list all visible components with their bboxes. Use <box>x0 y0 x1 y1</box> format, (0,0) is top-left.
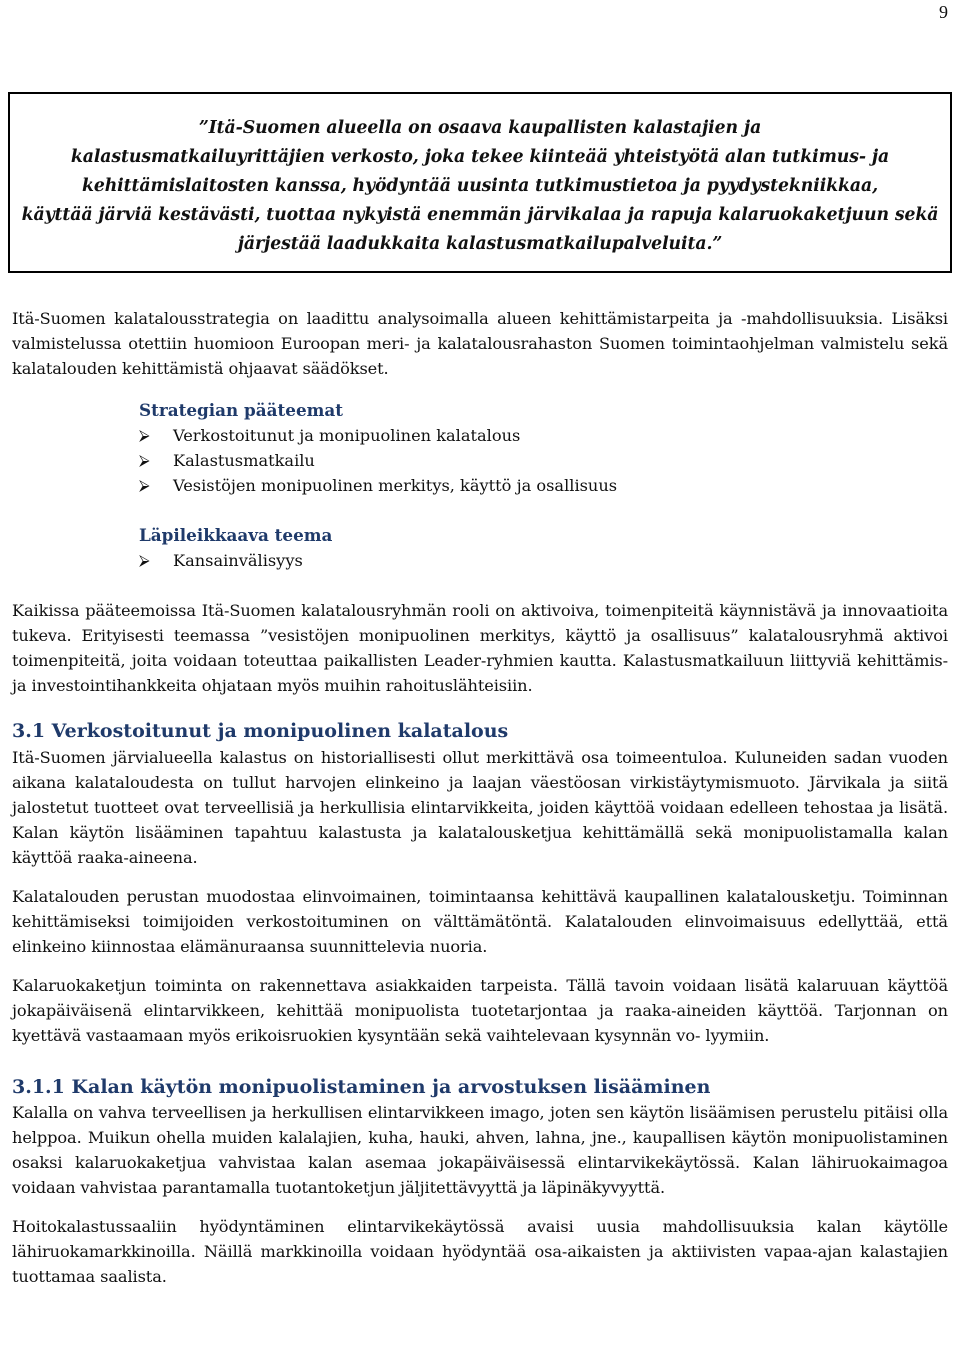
section-3-1-1-paragraph-1: Kalalla on vahva terveellisen ja herkullisen elintarvikkeen imago, joten sen käytön lisäämisen perustelu pitäisi olla helppoa. Muikun ohella muiden kalalajien, kuha, hauki, ahven, lahna, jne., kaupallisen käytön monipuolistaminen osaksi kalaruokaketjua vahvistaa kalan asemaa jokapäiväisessä elintarvikekäytössä. Kalan lähiruokaimagoa voidaan vahvistaa parantamalla tuotantoketjun jäljitettävyyttä ja läpinäkyvyyttä. <box>12 1103 948 1197</box>
section-3-1-paragraph-2: Kalatalouden perustan muodostaa elinvoimainen, toimintaansa kehittävä kaupallinen kalatalousketju. Toiminnan kehittämiseksi toimijoiden verkostoituminen on välttämätöntä. Kalatalouden elinvoimaisuus edellyttää, että elinkeino kiinnostaa elämänuraansa suunnittelevia nuoria. <box>12 887 948 956</box>
list-item <box>139 448 948 473</box>
main-themes-heading: Strategian pääteemat <box>139 400 344 420</box>
section-3-1-1-heading: 3.1.1 Kalan käytön monipuolistaminen ja arvostuksen lisääminen <box>12 1076 711 1098</box>
arrowhead-bullet-icon: ⮚ <box>139 551 150 569</box>
main-themes-list <box>139 423 948 498</box>
arrowhead-bullet-icon: ⮚ <box>139 476 150 494</box>
summary-paragraph: Kaikissa pääteemoissa Itä-Suomen kalatalousryhmän rooli on aktivoiva, toimenpiteitä käynnistävä ja innovaatioita tukeva. Erityisesti teemassa ”vesistöjen monipuolinen merkitys, käyttö ja osallisuus” kalatalousryhmä aktivoi toimenpiteitä, joita voidaan toteuttaa paikallisten Leader-ryhmien kautta. Kalastusmatkailuun liittyviä kehittämis- ja investointihankkeita ohjataan myös muihin rahoituslähteisiin. <box>12 601 948 695</box>
strategy-themes <box>12 398 948 573</box>
page-content <box>12 92 948 1289</box>
cross-theme-heading: Läpileikkaava teema <box>139 525 333 545</box>
section-3-1-paragraph-3: Kalaruokaketjun toiminta on rakennettava asiakkaiden tarpeista. Tällä tavoin voidaan lisätä kalaruuan käyttöä jokapäiväisenä elintarvikkeen, kehittää monipuolista tuotetarjontaa ja raaka-aineiden käyttöä. Tarjonnan on kyettävä vastaamaan myös erikoisruokien kysyntään sekä vaihtelevaan kysynnän vo- lyymiin. <box>12 976 948 1045</box>
arrowhead-bullet-icon: ⮚ <box>139 451 150 469</box>
intro-paragraph: Itä-Suomen kalatalousstrategia on laadittu analysoimalla alueen kehittämistarpeita ja -mahdollisuuksia. Lisäksi valmistelussa otettiin huomioon Euroopan meri- ja kalatalousrahaston Suomen toimintaohjelman valmistelu sekä kalatalouden kehittämistä ohjaavat säädökset. <box>12 309 948 378</box>
list-item-label: Vesistöjen monipuolinen merkitys, käyttö ja osallisuus <box>173 476 618 495</box>
list-item-label: Kalastusmatkailu <box>173 451 315 470</box>
section-3-1-1-paragraph-2: Hoitokalastussaaliin hyödyntäminen elintarvikekäytössä avaisi uusia mahdollisuuksia kalan käytölle lähiruokamarkkinoilla. Näillä markkinoilla voidaan hyödyntää osa-aikaisten ja aktiivisten vapaa-ajan kalastajien tuottamaa saalista. <box>12 1217 948 1286</box>
section-3-1-heading: 3.1 Verkostoitunut ja monipuolinen kalatalous <box>12 720 509 742</box>
list-item <box>139 423 948 448</box>
cross-themes-list <box>139 548 948 573</box>
list-item <box>139 473 948 498</box>
list-item-label: Verkostoitunut ja monipuolinen kalatalous <box>173 426 521 445</box>
section-3-1-paragraph-1: Itä-Suomen järvialueella kalastus on historiallisesti ollut merkittävä osa toimeentuloa. Kuluneiden sadan vuoden aikana kalataloudesta on tullut harvojen elinkeino ja laajan väestöosan virkistäytymismuoto. Järvikala ja siitä jalostetut tuotteet ovat terveellisiä ja herkullisia elintarvikkeita, joiden käyttöä voidaan edelleen tehostaa ja lisätä. Kalan käytön lisääminen tapahtuu kalastusta ja kalatalousketjua kehittämällä sekä monipuolistamalla kalan käyttöä raaka-aineena. <box>12 748 948 867</box>
vision-quote-box: ”Itä-Suomen alueella on osaava kaupallisten kalastajien ja kalastusmatkailuyrittäjien verkosto, joka tekee kiinteää yhteistyötä alan tutkimus- ja kehittämislaitosten kanssa, hyödyntää uusinta tutkimustietoa ja pyydystekniikkaa, käyttää järviä kestävästi, tuottaa nykyistä enemmän järvikalaa ja rapuja kalaruokaketjuun sekä järjestää laadukkaita kalastusmatkailupalveluita.” <box>8 92 952 273</box>
list-item <box>139 548 948 573</box>
list-item-label: Kansainvälisyys <box>173 551 303 570</box>
arrowhead-bullet-icon: ⮚ <box>139 426 150 444</box>
page-number: 9 <box>939 2 948 22</box>
